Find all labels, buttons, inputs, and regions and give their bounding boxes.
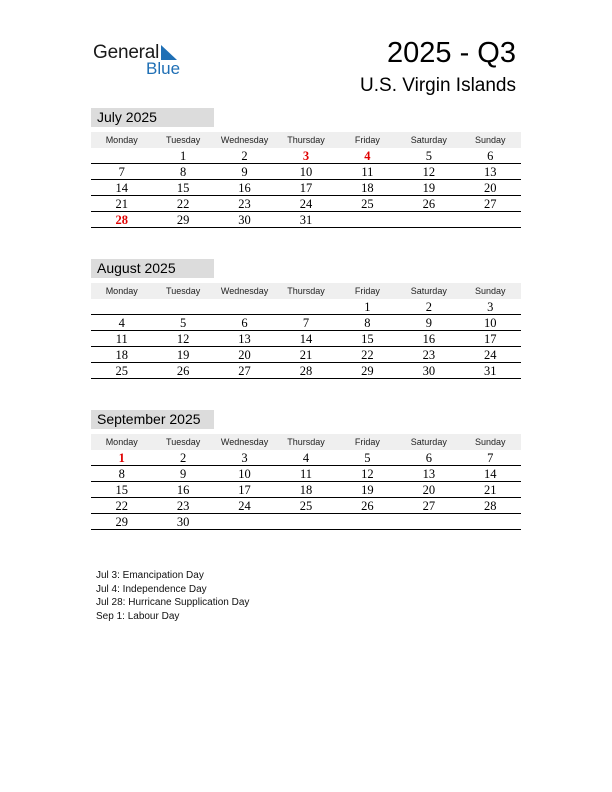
day-cell: 16 bbox=[238, 181, 251, 195]
day-cell: 21 bbox=[483, 483, 497, 497]
day-cell: 20 bbox=[483, 181, 497, 195]
week-row bbox=[91, 315, 521, 331]
weekday-header bbox=[91, 434, 521, 450]
day-cell: 30 bbox=[422, 364, 436, 378]
day-cell: 13 bbox=[238, 332, 251, 346]
day-cell: 18 bbox=[115, 348, 128, 362]
day-cell: 21 bbox=[115, 197, 128, 211]
day-cell: 16 bbox=[176, 483, 190, 497]
weekday-label: Thursday bbox=[287, 286, 325, 296]
weekday-label: Friday bbox=[354, 286, 380, 296]
day-cell: 11 bbox=[361, 165, 374, 179]
day-cell: 13 bbox=[422, 467, 436, 481]
day-cell: 28 bbox=[483, 499, 497, 513]
holiday-item: Jul 3: Emancipation Day bbox=[96, 570, 204, 581]
day-cell: 12 bbox=[422, 165, 436, 179]
weekday-label: Wednesday bbox=[220, 135, 269, 145]
day-cell: 1 bbox=[118, 451, 125, 465]
day-cell: 31 bbox=[299, 213, 313, 227]
day-cell: 25 bbox=[299, 499, 313, 513]
day-cell: 17 bbox=[299, 181, 313, 195]
day-cell: 4 bbox=[118, 316, 125, 330]
month-july bbox=[91, 108, 521, 228]
week-row bbox=[91, 450, 521, 466]
week-row bbox=[91, 363, 521, 379]
day-cell: 5 bbox=[364, 451, 371, 465]
week-row bbox=[91, 331, 521, 347]
day-cell: 4 bbox=[364, 149, 371, 163]
day-cell: 2 bbox=[180, 451, 187, 465]
week-row bbox=[91, 299, 521, 315]
day-cell: 19 bbox=[176, 348, 190, 362]
day-cell: 14 bbox=[299, 332, 313, 346]
weekday-label: Sunday bbox=[474, 135, 506, 145]
day-cell: 23 bbox=[176, 499, 190, 513]
day-cell bbox=[275, 299, 336, 314]
day-cell bbox=[337, 212, 398, 227]
day-cell: 7 bbox=[487, 451, 494, 465]
brand-word-general: General bbox=[93, 42, 160, 63]
month-title: August 2025 bbox=[91, 259, 214, 278]
day-cell: 29 bbox=[115, 515, 128, 529]
day-cell: 26 bbox=[422, 197, 436, 211]
day-cell: 2 bbox=[241, 149, 248, 163]
week-row bbox=[91, 482, 521, 498]
day-cell: 3 bbox=[487, 300, 494, 314]
day-cell: 14 bbox=[115, 181, 128, 195]
day-cell: 9 bbox=[180, 467, 187, 481]
weekday-header bbox=[91, 132, 521, 148]
day-cell: 10 bbox=[483, 316, 497, 330]
day-cell: 5 bbox=[425, 149, 432, 163]
day-cell: 20 bbox=[422, 483, 436, 497]
day-cell: 27 bbox=[422, 499, 436, 513]
day-cell: 19 bbox=[361, 483, 374, 497]
weekday-label: Monday bbox=[105, 286, 138, 296]
month-weeks bbox=[91, 299, 521, 379]
day-cell: 28 bbox=[115, 213, 128, 227]
day-cell: 29 bbox=[176, 213, 190, 227]
week-row bbox=[91, 212, 521, 228]
week-row bbox=[91, 347, 521, 363]
day-cell: 30 bbox=[176, 515, 190, 529]
day-cell: 31 bbox=[483, 364, 497, 378]
day-cell: 28 bbox=[299, 364, 313, 378]
day-cell: 9 bbox=[425, 316, 432, 330]
week-row bbox=[91, 514, 521, 530]
day-cell: 11 bbox=[115, 332, 128, 346]
day-cell: 12 bbox=[176, 332, 190, 346]
day-cell: 15 bbox=[176, 181, 190, 195]
week-row bbox=[91, 498, 521, 514]
holiday-item: Jul 28: Hurricane Supplication Day bbox=[96, 597, 250, 608]
day-cell: 8 bbox=[118, 467, 125, 481]
week-row bbox=[91, 180, 521, 196]
day-cell: 25 bbox=[115, 364, 128, 378]
day-cell: 3 bbox=[302, 149, 310, 163]
weekday-label: Friday bbox=[354, 135, 380, 145]
weekday-header bbox=[91, 283, 521, 299]
holiday-item: Sep 1: Labour Day bbox=[96, 610, 180, 622]
weekday-label: Monday bbox=[105, 135, 138, 145]
day-cell: 27 bbox=[483, 197, 497, 211]
day-cell: 13 bbox=[483, 165, 497, 179]
day-cell: 22 bbox=[176, 197, 190, 211]
day-cell: 29 bbox=[361, 364, 374, 378]
day-cell: 23 bbox=[238, 197, 251, 211]
weekday-label: Monday bbox=[105, 437, 138, 447]
day-cell: 20 bbox=[238, 348, 251, 362]
day-cell: 7 bbox=[302, 316, 310, 330]
day-cell: 1 bbox=[180, 149, 187, 163]
day-cell: 26 bbox=[361, 499, 374, 513]
day-cell bbox=[275, 514, 336, 529]
holiday-item: Jul 4: Independence Day bbox=[96, 583, 207, 595]
holiday-list bbox=[96, 569, 249, 623]
day-cell: 2 bbox=[425, 300, 432, 314]
weekday-label: Saturday bbox=[410, 437, 447, 447]
day-cell: 6 bbox=[425, 451, 432, 465]
day-cell bbox=[460, 514, 521, 529]
day-cell: 8 bbox=[364, 316, 371, 330]
weekday-label: Wednesday bbox=[220, 286, 269, 296]
weekday-label: Sunday bbox=[474, 437, 506, 447]
day-cell: 10 bbox=[238, 467, 251, 481]
day-cell: 24 bbox=[483, 348, 497, 362]
day-cell: 22 bbox=[361, 348, 374, 362]
day-cell: 8 bbox=[180, 165, 187, 179]
week-row bbox=[91, 466, 521, 482]
day-cell: 15 bbox=[361, 332, 374, 346]
day-cell: 18 bbox=[361, 181, 374, 195]
day-cell: 25 bbox=[361, 197, 374, 211]
weekday-label: Saturday bbox=[410, 286, 447, 296]
weekday-label: Friday bbox=[354, 437, 380, 447]
brand-logo bbox=[93, 42, 193, 78]
day-cell bbox=[398, 212, 459, 227]
day-cell bbox=[214, 514, 275, 529]
day-cell: 24 bbox=[299, 197, 313, 211]
day-cell: 16 bbox=[422, 332, 436, 346]
day-cell: 24 bbox=[238, 499, 251, 513]
day-cell: 11 bbox=[299, 467, 312, 481]
day-cell: 30 bbox=[238, 213, 251, 227]
weekday-label: Tuesday bbox=[166, 286, 201, 296]
day-cell: 9 bbox=[241, 165, 248, 179]
day-cell: 17 bbox=[238, 483, 251, 497]
week-row bbox=[91, 164, 521, 180]
weekday-label: Tuesday bbox=[166, 437, 201, 447]
week-row bbox=[91, 196, 521, 212]
day-cell bbox=[214, 299, 275, 314]
day-cell bbox=[152, 299, 213, 314]
weekday-label: Saturday bbox=[410, 135, 447, 145]
day-cell bbox=[460, 212, 521, 227]
day-cell bbox=[398, 514, 459, 529]
day-cell bbox=[91, 148, 152, 163]
month-weeks bbox=[91, 450, 521, 530]
day-cell: 6 bbox=[241, 316, 248, 330]
day-cell: 7 bbox=[118, 165, 125, 179]
day-cell: 6 bbox=[487, 149, 494, 163]
weekday-label: Wednesday bbox=[220, 437, 269, 447]
day-cell bbox=[337, 514, 398, 529]
day-cell: 4 bbox=[302, 451, 310, 465]
month-title: July 2025 bbox=[91, 108, 214, 127]
day-cell: 19 bbox=[422, 181, 436, 195]
day-cell: 3 bbox=[241, 451, 248, 465]
weekday-label: Thursday bbox=[287, 135, 325, 145]
day-cell: 27 bbox=[238, 364, 251, 378]
brand-word-blue: Blue bbox=[146, 59, 181, 78]
weekday-label: Sunday bbox=[474, 286, 506, 296]
day-cell: 15 bbox=[115, 483, 128, 497]
day-cell bbox=[91, 299, 152, 314]
day-cell: 12 bbox=[361, 467, 374, 481]
day-cell: 17 bbox=[483, 332, 497, 346]
day-cell: 21 bbox=[299, 348, 313, 362]
day-cell: 1 bbox=[364, 300, 371, 314]
weekday-label: Tuesday bbox=[166, 135, 201, 145]
day-cell: 23 bbox=[422, 348, 436, 362]
day-cell: 10 bbox=[299, 165, 313, 179]
month-weeks bbox=[91, 148, 521, 228]
page-title: 2025 - Q3 bbox=[387, 37, 516, 69]
week-row bbox=[91, 148, 521, 164]
month-august bbox=[91, 259, 521, 379]
day-cell: 26 bbox=[176, 364, 190, 378]
day-cell: 14 bbox=[483, 467, 497, 481]
day-cell: 18 bbox=[299, 483, 313, 497]
month-title: September 2025 bbox=[91, 410, 214, 429]
month-september bbox=[91, 410, 521, 530]
day-cell: 22 bbox=[115, 499, 128, 513]
page-subtitle: U.S. Virgin Islands bbox=[360, 75, 516, 96]
weekday-label: Thursday bbox=[287, 437, 325, 447]
day-cell: 5 bbox=[180, 316, 187, 330]
